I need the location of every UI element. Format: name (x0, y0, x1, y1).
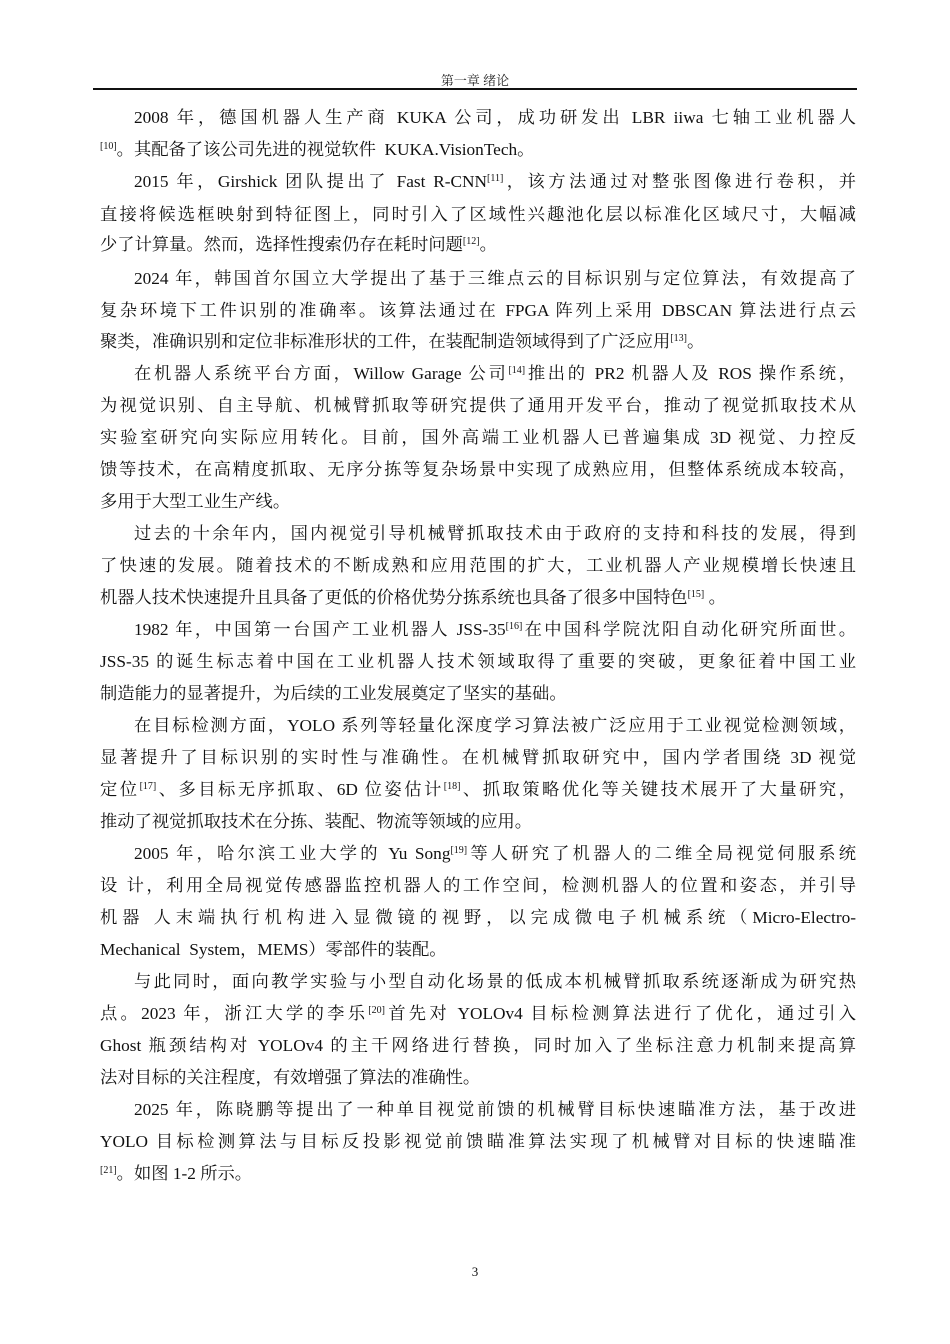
text-run: 2005 年，哈尔滨工业大学的 Yu Song (134, 844, 451, 863)
text-run: 2015 年，Girshick 团队提出了 Fast R-CNN (134, 172, 488, 191)
text-line (100, 492, 290, 512)
text-line (100, 908, 856, 928)
text-line (100, 1004, 856, 1024)
text-line (100, 812, 532, 832)
citation-ref: [21] (100, 1165, 117, 1176)
citation-ref: [15] (687, 589, 705, 600)
citation-ref: [11] (487, 173, 504, 184)
text-line (100, 428, 856, 448)
text-line (100, 652, 856, 672)
text-line (134, 269, 856, 289)
citation-ref: [19] (450, 845, 468, 856)
text-run: 在中国科学院沈阳自动化研究所面世。 (522, 620, 856, 639)
text-line (100, 556, 856, 576)
text-line (100, 588, 726, 608)
text-line (100, 396, 856, 416)
text-run: 。 (704, 588, 726, 607)
text-run: 2008 年，德国机器人生产商 KUKA 公司，成功研发出 LBR iiwa 七轴工业机器人 (134, 108, 856, 127)
text-run: 少了计算量。然而，选择性搜索仍存在耗时问题 (100, 235, 463, 254)
text-run: 在目标检测方面，YOLO 系列等轻量化深度学习算法被广泛应用于工业视觉检测领域， (134, 716, 856, 735)
text-line (100, 460, 856, 480)
citation-ref: [10] (100, 141, 117, 152)
text-run: 、多目标无序抓取、6D 位姿估计 (156, 780, 444, 799)
text-line (134, 972, 856, 992)
text-line (134, 1100, 856, 1120)
text-run: 。 (479, 235, 497, 254)
text-line (100, 1132, 856, 1152)
text-run: 多用于大型工业生产线。 (100, 492, 291, 511)
text-run: 推出的 PR2 机器人及 ROS 操作系统， (525, 364, 856, 383)
text-run: 等人研究了机器人的二维全局视觉伺服系统 (467, 844, 856, 863)
text-run: 。如图 1-2 所示。 (116, 1164, 253, 1183)
text-run: 制造能力的显著提升，为后续的工业发展奠定了坚实的基础。 (100, 684, 567, 703)
text-run: 点。2023 年，浙江大学的李乐 (100, 1004, 369, 1023)
text-run: 2024 年，韩国首尔国立大学提出了基于三维点云的目标识别与定位算法，有效提高了 (134, 269, 856, 288)
running-header: 第一章 绪论 (440, 73, 510, 88)
text-run: 馈等技术，在高精度抓取、无序分拣等复杂场景中实现了成熟应用，但整体系统成本较高， (100, 460, 856, 479)
citation-ref: [14] (508, 365, 526, 376)
text-run: 直接将候选框映射到特征图上，同时引入了区域性兴趣池化层以标准化区域尺寸，大幅减 (100, 205, 856, 224)
text-line (134, 716, 856, 736)
text-run: 、抓取策略优化等关键技术展开了大量研究， (460, 780, 856, 799)
text-run: Ghost 瓶颈结构对 YOLOv4 的主干网络进行替换，同时加入了坐标注意力机制来提高算 (100, 1036, 856, 1055)
text-line (134, 108, 856, 128)
text-line (100, 235, 497, 255)
text-line (100, 748, 856, 768)
text-run: 推动了视觉抓取技术在分拣、装配、物流等领域的应用。 (100, 812, 533, 831)
text-run: 机器人技术快速提升且具备了更低的价格优势分拣系统也具备了很多中国特色 (100, 588, 688, 607)
text-run: JSS-35 的诞生标志着中国在工业机器人技术领域取得了重要的突破，更象征着中国工业 (100, 652, 856, 671)
text-run: 法对目标的关注程度，有效增强了算法的准确性。 (100, 1068, 481, 1087)
text-run: 与此同时，面向教学实验与小型自动化场景的低成本机械臂抓取系统逐渐成为研究热 (134, 972, 856, 991)
text-run: YOLO 目标检测算法与目标反投影视觉前馈瞄准算法实现了机械臂对目标的快速瞄准 (100, 1132, 856, 1151)
citation-ref: [18] (443, 781, 461, 792)
text-line (134, 172, 856, 192)
text-line (134, 844, 856, 864)
text-line (100, 1068, 480, 1088)
text-run: 2025 年，陈晓鹏等提出了一种单目视觉前馈的机械臂目标快速瞄准方法，基于改进 (134, 1100, 856, 1119)
text-line (100, 1036, 856, 1056)
text-line (100, 1164, 252, 1184)
text-run: 机器 人末端执行机构进入显微镜的视野，以完成微电子机械系统（Micro-Electro- (100, 908, 856, 927)
text-run: 1982 年，中国第一台国产工业机器人 JSS-35 (134, 620, 506, 639)
citation-ref: [12] (462, 236, 480, 247)
text-line (134, 620, 856, 640)
text-line (100, 205, 856, 225)
text-line (100, 940, 447, 960)
text-line (100, 140, 534, 160)
citation-ref: [13] (670, 333, 687, 344)
page-number: 3 (471, 1264, 479, 1279)
text-run: 为视觉识别、自主导航、机械臂抓取等研究提供了通用开发平台，推动了视觉抓取技术从 (100, 396, 856, 415)
header-rule (93, 88, 857, 90)
text-run: Mechanical System，MEMS）零部件的装配。 (100, 940, 447, 959)
citation-ref: [16] (505, 621, 523, 632)
citation-ref: [20] (368, 1005, 385, 1016)
text-run: 定位 (100, 780, 140, 799)
text-run: 过去的十余年内，国内视觉引导机械臂抓取技术由于政府的支持和科技的发展，得到 (134, 524, 856, 543)
text-run: 实验室研究向实际应用转化。目前，国外高端工业机器人已普遍集成 3D 视觉、力控反 (100, 428, 856, 447)
text-line (100, 876, 856, 896)
text-run: 聚类，准确识别和定位非标准形状的工件，在装配制造领域得到了广泛应用 (100, 332, 671, 351)
citation-ref: [17] (139, 781, 157, 792)
text-run: 首先对 YOLOv4 目标检测算法进行了优化，通过引入 (384, 1004, 856, 1023)
text-line (134, 364, 856, 384)
text-line (100, 780, 856, 800)
text-run: 了快速的发展。随着技术的不断成熟和应用范围的扩大，工业机器人产业规模增长快速且 (100, 556, 856, 575)
text-line (134, 524, 856, 544)
text-line (100, 332, 704, 352)
text-run: 显著提升了目标识别的实时性与准确性。在机械臂抓取研究中，国内学者围绕 3D 视觉 (100, 748, 856, 767)
text-run: 复杂环境下工件识别的准确率。该算法通过在 FPGA 阵列上采用 DBSCAN 算法进行点云 (100, 301, 856, 320)
text-run: 在机器人系统平台方面，Willow Garage 公司 (134, 364, 509, 383)
text-line (100, 684, 567, 704)
text-run: 。 (686, 332, 705, 351)
text-run: 。其配备了该公司先进的视觉软件 KUKA.VisionTech。 (116, 140, 535, 159)
text-run: ，该方法通过对整张图像进行卷积，并 (503, 172, 856, 191)
text-line (100, 301, 856, 321)
text-run: 设 计，利用全局视觉传感器监控机器人的工作空间，检测机器人的位置和姿态，并引导 (100, 876, 856, 895)
